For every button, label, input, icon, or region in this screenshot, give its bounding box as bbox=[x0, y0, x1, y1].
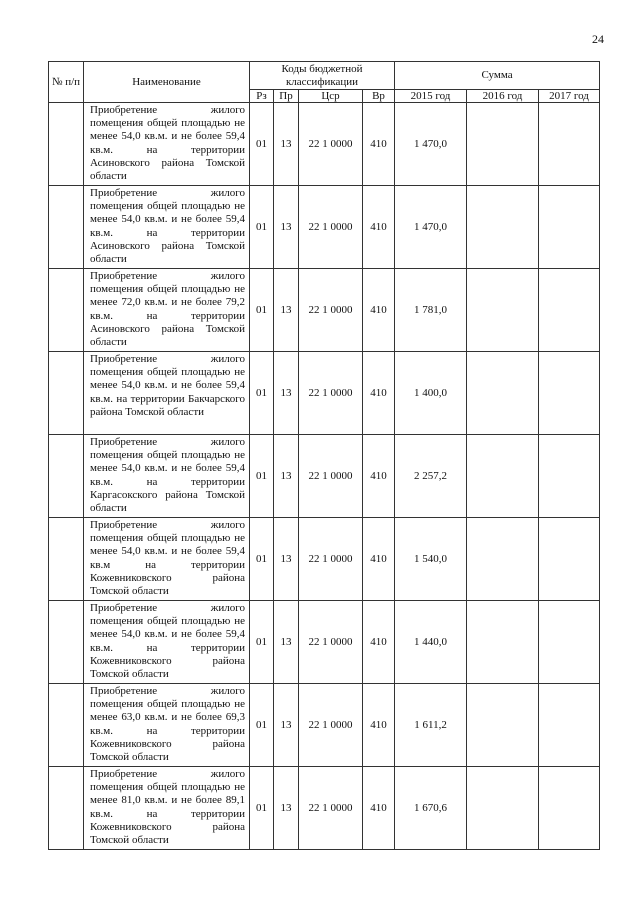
row-sum-2016 bbox=[467, 684, 539, 767]
row-sum-2016 bbox=[467, 186, 539, 269]
header-year-2015: 2015 год bbox=[395, 90, 467, 103]
row-csr: 22 1 0000 bbox=[299, 352, 363, 435]
row-sum-2015: 1 400,0 bbox=[395, 352, 467, 435]
row-sum-2017 bbox=[539, 601, 600, 684]
table-row bbox=[49, 684, 600, 767]
row-name: Приобретение жилого помещения общей площадью не менее 54,0 кв.м. и не более 59,4 кв.м. на территории Каргасокского района Томской области bbox=[84, 435, 250, 518]
row-csr: 22 1 0000 bbox=[299, 269, 363, 352]
row-pr: 13 bbox=[274, 601, 299, 684]
table-row bbox=[49, 269, 600, 352]
row-sum-2016 bbox=[467, 601, 539, 684]
row-vr: 410 bbox=[363, 767, 395, 850]
row-sum-2016 bbox=[467, 269, 539, 352]
header-sum: Сумма bbox=[395, 62, 600, 90]
row-rz: 01 bbox=[250, 269, 274, 352]
row-csr: 22 1 0000 bbox=[299, 518, 363, 601]
row-sum-2015: 1 781,0 bbox=[395, 269, 467, 352]
header-number: № п/п bbox=[49, 62, 84, 103]
row-number bbox=[49, 435, 84, 518]
budget-table bbox=[48, 61, 600, 850]
table-row bbox=[49, 435, 600, 518]
page-number: 24 bbox=[592, 32, 604, 46]
row-sum-2016 bbox=[467, 767, 539, 850]
table-row bbox=[49, 518, 600, 601]
row-pr: 13 bbox=[274, 518, 299, 601]
row-sum-2017 bbox=[539, 684, 600, 767]
row-sum-2015: 1 670,6 bbox=[395, 767, 467, 850]
row-sum-2015: 1 440,0 bbox=[395, 601, 467, 684]
row-rz: 01 bbox=[250, 352, 274, 435]
row-csr: 22 1 0000 bbox=[299, 435, 363, 518]
row-pr: 13 bbox=[274, 684, 299, 767]
row-pr: 13 bbox=[274, 767, 299, 850]
row-number bbox=[49, 601, 84, 684]
row-name: Приобретение жилого помещения общей площадью не менее 54,0 кв.м. и не более 59,4 кв.м. на территории Асиновского района Томской области bbox=[84, 103, 250, 186]
row-pr: 13 bbox=[274, 435, 299, 518]
table-row bbox=[49, 186, 600, 269]
row-number bbox=[49, 518, 84, 601]
row-sum-2017 bbox=[539, 103, 600, 186]
header-budget-codes: Коды бюджетной классификации bbox=[250, 62, 395, 90]
row-rz: 01 bbox=[250, 103, 274, 186]
row-name: Приобретение жилого помещения общей площадью не менее 72,0 кв.м. и не более 79,2 кв.м. на территории Асиновского района Томской области bbox=[84, 269, 250, 352]
row-name: Приобретение жилого помещения общей площадью не менее 63,0 кв.м. и не более 69,3 кв.м. на территории Кожевниковского района Томской области bbox=[84, 684, 250, 767]
header-pr: Пр bbox=[274, 90, 299, 103]
row-number bbox=[49, 767, 84, 850]
row-number bbox=[49, 103, 84, 186]
row-csr: 22 1 0000 bbox=[299, 186, 363, 269]
row-sum-2016 bbox=[467, 435, 539, 518]
row-rz: 01 bbox=[250, 767, 274, 850]
row-sum-2017 bbox=[539, 518, 600, 601]
row-vr: 410 bbox=[363, 103, 395, 186]
row-sum-2017 bbox=[539, 186, 600, 269]
row-pr: 13 bbox=[274, 269, 299, 352]
row-csr: 22 1 0000 bbox=[299, 601, 363, 684]
row-rz: 01 bbox=[250, 684, 274, 767]
header-rz: Рз bbox=[250, 90, 274, 103]
row-number bbox=[49, 684, 84, 767]
table-row bbox=[49, 103, 600, 186]
row-csr: 22 1 0000 bbox=[299, 767, 363, 850]
table-row bbox=[49, 352, 600, 435]
row-sum-2017 bbox=[539, 435, 600, 518]
row-pr: 13 bbox=[274, 352, 299, 435]
row-sum-2015: 1 470,0 bbox=[395, 103, 467, 186]
row-pr: 13 bbox=[274, 186, 299, 269]
table-row bbox=[49, 601, 600, 684]
table-row bbox=[49, 767, 600, 850]
row-sum-2016 bbox=[467, 103, 539, 186]
row-vr: 410 bbox=[363, 601, 395, 684]
row-number bbox=[49, 186, 84, 269]
row-pr: 13 bbox=[274, 103, 299, 186]
row-name: Приобретение жилого помещения общей площадью не менее 54,0 кв.м. и не более 59,4 кв.м. на территории Бакчарского района Томской области bbox=[84, 352, 250, 435]
row-rz: 01 bbox=[250, 518, 274, 601]
row-sum-2015: 1 470,0 bbox=[395, 186, 467, 269]
row-name: Приобретение жилого помещения общей площадью не менее 54,0 кв.м. и не более 59,4 кв.м. на территории Кожевниковского района Томской области bbox=[84, 601, 250, 684]
header-year-2017: 2017 год bbox=[539, 90, 600, 103]
row-rz: 01 bbox=[250, 601, 274, 684]
row-vr: 410 bbox=[363, 435, 395, 518]
row-sum-2015: 1 611,2 bbox=[395, 684, 467, 767]
row-sum-2015: 2 257,2 bbox=[395, 435, 467, 518]
row-vr: 410 bbox=[363, 518, 395, 601]
row-sum-2017 bbox=[539, 269, 600, 352]
header-csr: Цср bbox=[299, 90, 363, 103]
row-sum-2017 bbox=[539, 767, 600, 850]
row-rz: 01 bbox=[250, 186, 274, 269]
row-number bbox=[49, 352, 84, 435]
row-sum-2016 bbox=[467, 518, 539, 601]
row-sum-2015: 1 540,0 bbox=[395, 518, 467, 601]
row-vr: 410 bbox=[363, 269, 395, 352]
row-vr: 410 bbox=[363, 684, 395, 767]
row-sum-2017 bbox=[539, 352, 600, 435]
row-vr: 410 bbox=[363, 352, 395, 435]
row-name: Приобретение жилого помещения общей площадью не менее 54,0 кв.м. и не более 59,4 кв.м на территории Кожевниковского района Томской области bbox=[84, 518, 250, 601]
row-name: Приобретение жилого помещения общей площадью не менее 54,0 кв.м. и не более 59,4 кв.м. на территории Асиновского района Томской области bbox=[84, 186, 250, 269]
header-name: Наименование bbox=[84, 62, 250, 103]
header-vr: Вр bbox=[363, 90, 395, 103]
row-number bbox=[49, 269, 84, 352]
row-csr: 22 1 0000 bbox=[299, 103, 363, 186]
row-csr: 22 1 0000 bbox=[299, 684, 363, 767]
row-rz: 01 bbox=[250, 435, 274, 518]
row-vr: 410 bbox=[363, 186, 395, 269]
row-sum-2016 bbox=[467, 352, 539, 435]
row-name: Приобретение жилого помещения общей площадью не менее 81,0 кв.м. и не более 89,1 кв.м. на территории Кожевниковского района Томской области bbox=[84, 767, 250, 850]
header-year-2016: 2016 год bbox=[467, 90, 539, 103]
